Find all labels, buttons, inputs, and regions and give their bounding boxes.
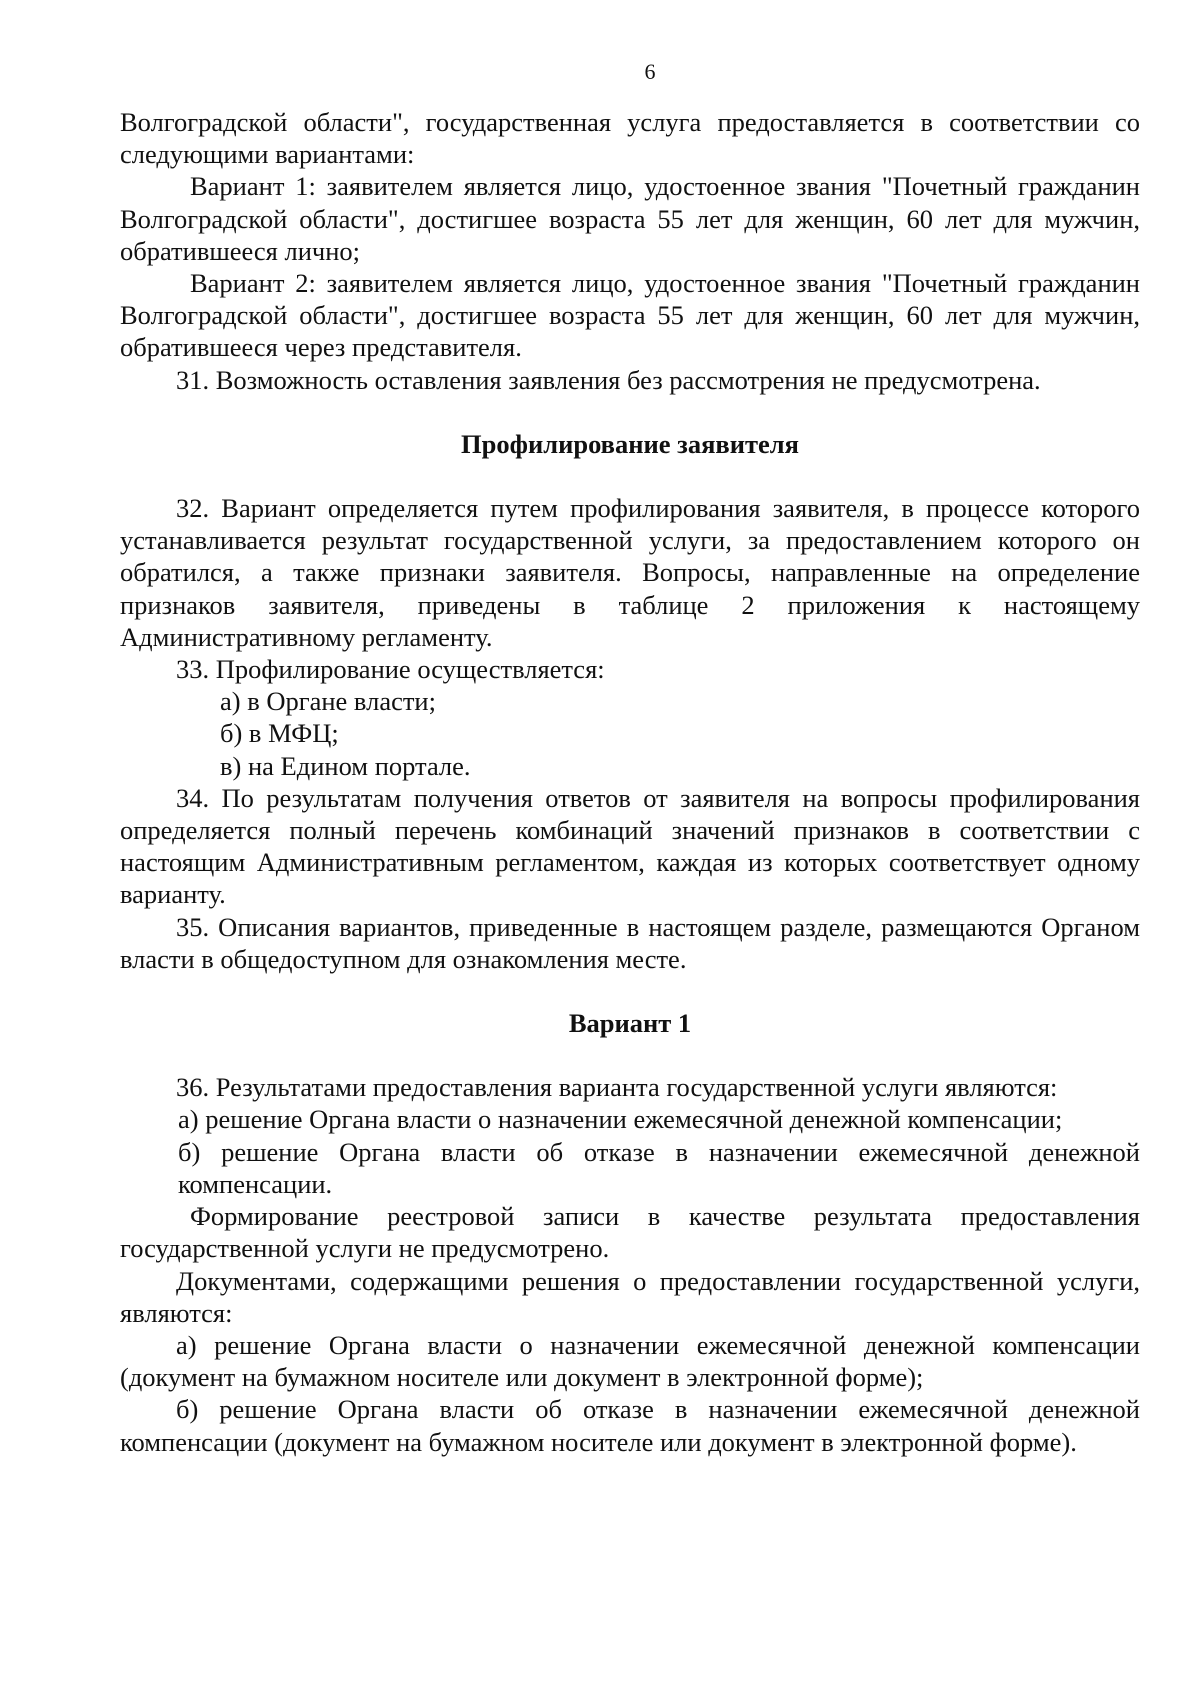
paragraph-variant-2-desc: Вариант 2: заявителем является лицо, удостоенное звания "Почетный гражданин Волгоградской области", достигшее возраста 55 лет для женщин, 60 лет для мужчин, обратившееся через представителя. (120, 268, 1140, 363)
paragraph-documents: Документами, содержащими решения о предоставлении государственной услуги, являются: (120, 1265, 1140, 1328)
spacer (120, 1039, 1140, 1071)
paragraph-32: 32. Вариант определяется путем профилирования заявителя, в процессе которого устанавливается результат государственной услуги, за предоставлением которого он обратился, а также признаки заявителя. Вопросы, направленные на определение признаков заявителя, приведены в таблице 2 приложения к настоящему Административному регламенту. (120, 493, 1140, 652)
heading-variant-1: Вариант 1 (568, 1008, 692, 1039)
document-page (120, 58, 1140, 1458)
paragraph-34: 34. По результатам получения ответов от заявителя на вопросы профилирования определяется полный перечень комбинаций значений признаков в соответствии с настоящим Административным регламентом, каждая из которых соответствует одному варианту. (120, 782, 1140, 910)
paragraph-35: 35. Описания вариантов, приведенные в настоящем разделе, размещаются Органом власти в общедоступном для ознакомления месте. (120, 911, 1140, 974)
paragraph-33: 33. Профилирование осуществляется: (176, 654, 605, 685)
paragraph-36: 36. Результатами предоставления варианта государственной услуги являются: (176, 1072, 1058, 1103)
spacer (120, 975, 1140, 1007)
list-item-doc-b: б) решение Органа власти об отказе в назначении ежемесячной денежной компенсации (документ на бумажном носителе или документ в электронной форме). (120, 1394, 1140, 1457)
list-item-33a: а) в Органе власти; (220, 686, 436, 717)
list-item-33b: б) в МФЦ; (220, 718, 339, 749)
list-item-doc-a: а) решение Органа власти о назначении ежемесячной денежной компенсации (документ на бумажном носителе или документ в электронной форме); (120, 1329, 1140, 1393)
paragraph-intro: Волгоградской области", государственная услуга предоставляется в соответствии со следующими вариантами: (120, 107, 1140, 170)
spacer (120, 460, 1140, 492)
paragraph-variant-1-desc: Вариант 1: заявителем является лицо, удостоенное звания "Почетный гражданин Волгоградской области", достигшее возраста 55 лет для женщин, 60 лет для мужчин, обратившееся лично; (120, 171, 1140, 266)
spacer (120, 396, 1140, 428)
page-number: 6 (644, 59, 656, 84)
paragraph-31: 31. Возможность оставления заявления без рассмотрения не предусмотрена. (176, 364, 1041, 395)
list-item-33c: в) на Едином портале. (220, 750, 471, 781)
paragraph-registry: Формирование реестровой записи в качестве результата предоставления государственной услуги не предусмотрено. (120, 1201, 1140, 1264)
heading-profiling: Профилирование заявителя (461, 428, 799, 459)
list-item-36b: б) решение Органа власти об отказе в назначении ежемесячной денежной компенсации. (178, 1136, 1140, 1199)
list-item-36a: а) решение Органа власти о назначении ежемесячной денежной компенсации; (178, 1104, 1063, 1135)
